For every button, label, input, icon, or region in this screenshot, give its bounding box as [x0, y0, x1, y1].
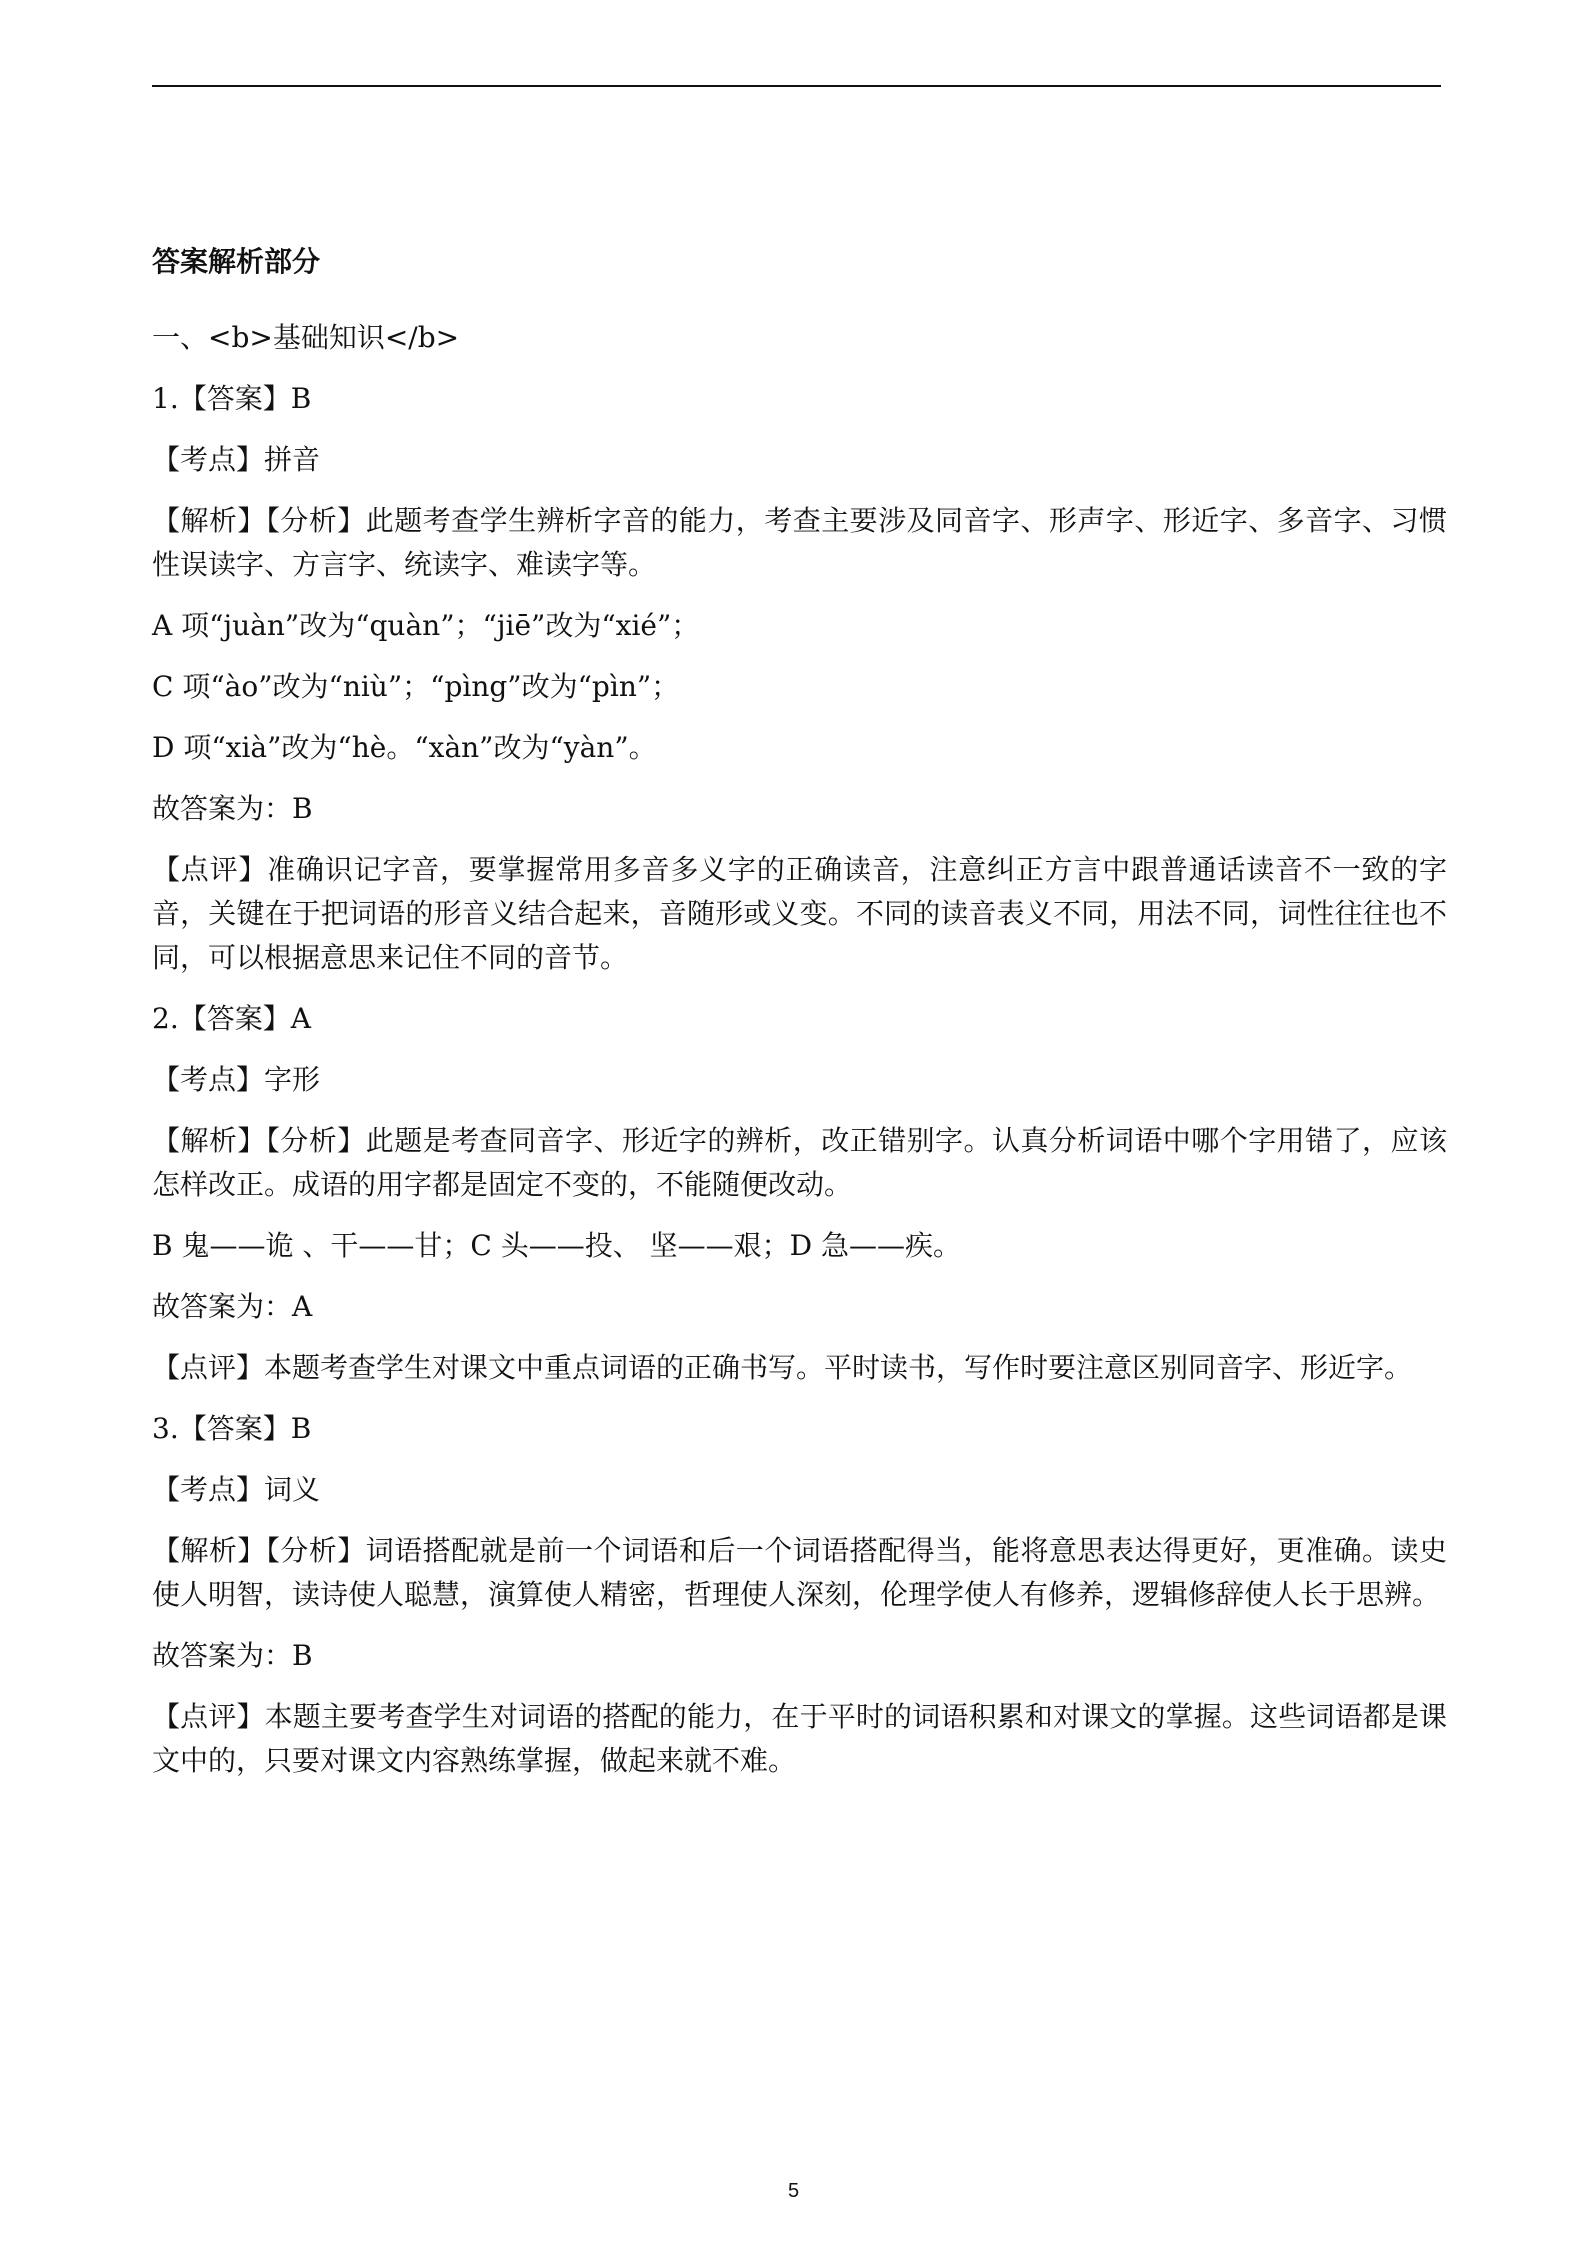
header-rule — [152, 85, 1441, 87]
q1-line-a: A 项“juàn”改为“quàn”；“jiē”改为“xié”； — [152, 609, 700, 642]
q2-comment: 【点评】本题考查学生对课文中重点词语的正确书写。平时读书，写作时要注意区别同音字、形近字。 — [152, 1351, 1413, 1384]
q1-answer: 1.【答案】B — [152, 382, 312, 415]
q2-conclusion: 故答案为：A — [152, 1290, 313, 1323]
answer-analysis-section — [152, 240, 1447, 1800]
section-title: 答案解析部分 — [152, 245, 321, 278]
q1-line-d: D 项“xià”改为“hè。“xàn”改为“yàn”。 — [152, 731, 657, 764]
question-1 — [152, 377, 1447, 980]
q3-point: 【考点】词义 — [152, 1473, 321, 1506]
q1-line-c: C 项“ào”改为“niù”；“pìng”改为“pìn”； — [152, 670, 680, 703]
part-heading: 一、<b>基础知识</b> — [152, 321, 460, 354]
q1-comment: 【点评】准确识记字音，要掌握常用多音多义字的正确读音，注意纠正方言中跟普通话读音不一致的字音，关键在于把词语的形音义结合起来，音随形或义变。不同的读音表义不同，用法不同，词性往往也不同，可以根据意思来记住不同的音节。 — [152, 853, 1447, 974]
q1-analysis: 【解析】【分析】此题考查学生辨析字音的能力，考查主要涉及同音字、形声字、形近字、多音字、习惯性误读字、方言字、统读字、难读字等。 — [152, 504, 1447, 581]
question-3 — [152, 1407, 1447, 1783]
q2-answer: 2.【答案】A — [152, 1002, 311, 1035]
q3-comment: 【点评】本题主要考查学生对词语的搭配的能力，在于平时的词语积累和对课文的掌握。这些词语都是课文中的，只要对课文内容熟练掌握，做起来就不难。 — [152, 1700, 1447, 1777]
page-number: 5 — [787, 2180, 800, 2202]
q3-analysis: 【解析】【分析】词语搭配就是前一个词语和后一个词语搭配得当，能将意思表达得更好，更准确。读史使人明智，读诗使人聪慧，演算使人精密，哲理使人深刻，伦理学使人有修养，逻辑修辞使人长于思辨。 — [152, 1534, 1447, 1611]
q3-answer: 3.【答案】B — [152, 1412, 312, 1445]
q3-conclusion: 故答案为：B — [152, 1639, 313, 1672]
q2-corrections: B 鬼——诡 、干——甘；C 头——投、 坚——艰；D 急——疾。 — [152, 1229, 961, 1262]
q2-analysis: 【解析】【分析】此题是考查同音字、形近字的辨析，改正错别字。认真分析词语中哪个字用错了，应该怎样改正。成语的用字都是固定不变的，不能随便改动。 — [152, 1124, 1447, 1201]
q1-point: 【考点】拼音 — [152, 443, 321, 476]
q1-conclusion: 故答案为：B — [152, 792, 313, 825]
question-2 — [152, 997, 1447, 1390]
q2-point: 【考点】字形 — [152, 1063, 321, 1096]
